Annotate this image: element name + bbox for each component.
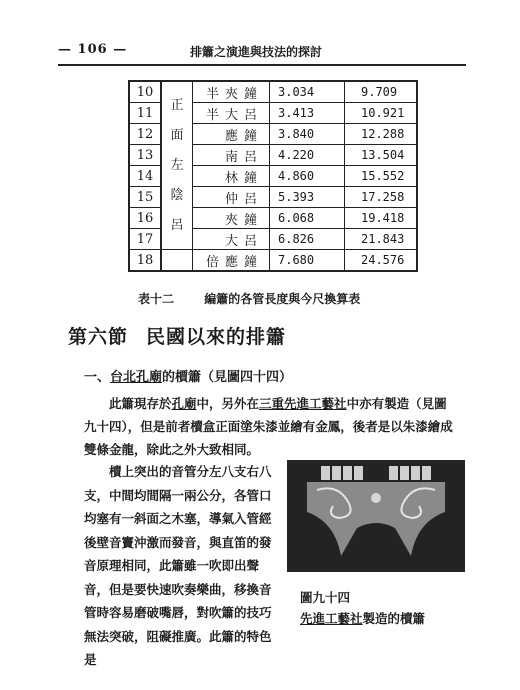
group-label-char: 陰: [170, 187, 184, 203]
group-label-char: 面: [170, 127, 184, 143]
table-caption-text: 編簫的各管長度與今尺換算表: [204, 292, 361, 306]
paragraph-2: 櫝上突出的音管分左八支右八支，中間均間隔一兩公分，各管口均塞有一斜面之木塞，導氣入管經後壁音竇沖激而發音，與直笛的發音原理相同，此簫雖一吹即出聲音，但是要快速吹奏樂曲，移換音管時容易磨破嘴唇，對吹簫的技巧無法突破，阻礙推廣。此簫的特色是: [84, 464, 272, 667]
group-label: [161, 81, 193, 250]
pitch-name: 林鐘: [193, 166, 270, 187]
modern-length: 24.576: [345, 250, 418, 272]
table-row: [129, 250, 417, 272]
subhead-suffix: 的檟簫（見圖四十四）: [162, 370, 293, 385]
row-number: 14: [129, 166, 161, 187]
para1-text-3: 中亦有製造（見圖九十四），但是前者櫝盒正面塗朱漆並繪有金鳳，後者是以朱漆繪成雙條金龍，除此之外大致相同。: [84, 396, 453, 457]
pipe-length: 4.860: [270, 166, 345, 187]
row-number: 11: [129, 103, 161, 124]
table-caption-number: 表十二: [138, 292, 175, 306]
pitch-name: 大呂: [193, 229, 270, 250]
modern-length: 12.288: [345, 124, 418, 145]
row-number: 12: [129, 124, 161, 145]
du-xiao-instrument-image: [287, 460, 465, 572]
section-title: 民國以來的排簫: [146, 326, 287, 348]
pipe-length-table: [128, 80, 418, 272]
subhead-prefix: 一、: [84, 370, 111, 385]
subsection-heading: [84, 366, 292, 385]
pipe-length: 3.413: [270, 103, 345, 124]
pitch-name: 應鐘: [193, 124, 270, 145]
pipe-length: 6.826: [270, 229, 345, 250]
pitch-name: 倍應鐘: [193, 250, 270, 272]
figure-caption-maker: 先進工藝社: [300, 611, 363, 626]
section-number: 第六節: [68, 326, 129, 348]
para1-text-1: 此簫現存於: [109, 396, 172, 411]
modern-length: 21.843: [345, 229, 418, 250]
row-number: 17: [129, 229, 161, 250]
pitch-name: 南呂: [193, 145, 270, 166]
group-label-char: 正: [170, 97, 184, 113]
subhead-place: 台北孔廟: [110, 370, 163, 385]
modern-length: 17.258: [345, 187, 418, 208]
row-number: 18: [129, 250, 161, 272]
table-caption: [138, 290, 360, 307]
group-label-char: 呂: [170, 217, 184, 233]
pipe-length: 3.840: [270, 124, 345, 145]
row-number: 13: [129, 145, 161, 166]
pipe-length: 3.034: [270, 81, 345, 103]
paragraph-1: [84, 392, 454, 461]
page-header: [58, 40, 466, 66]
pipe-length: 6.068: [270, 208, 345, 229]
running-title: 排簫之演進與技法的探討: [190, 45, 323, 59]
row-number: 16: [129, 208, 161, 229]
figure-number: 圖九十四: [300, 590, 351, 605]
page-number: — 106 —: [58, 42, 128, 57]
modern-length: 13.504: [345, 145, 418, 166]
pipe-length: 4.220: [270, 145, 345, 166]
row-number: 15: [129, 187, 161, 208]
pitch-name: 夾鐘: [193, 208, 270, 229]
pitch-name: 半大呂: [193, 103, 270, 124]
modern-length: 15.552: [345, 166, 418, 187]
pitch-name: 半夾鐘: [193, 81, 270, 103]
section-heading: [68, 322, 286, 349]
group-label-empty: [161, 250, 193, 272]
para1-underline-1: 孔廟: [171, 396, 197, 411]
figure-caption: [300, 609, 425, 627]
group-label-char: 左: [170, 157, 184, 173]
figure-photo: [287, 460, 465, 572]
table-row: [129, 81, 417, 103]
pipe-length: 5.393: [270, 187, 345, 208]
pitch-name: 仲呂: [193, 187, 270, 208]
para1-text-2: 中，另外在: [196, 396, 260, 411]
modern-length: 19.418: [345, 208, 418, 229]
row-number: 10: [129, 81, 161, 103]
modern-length: 9.709: [345, 81, 418, 103]
pipe-length: 7.680: [270, 250, 345, 272]
modern-length: 10.921: [345, 103, 418, 124]
para1-underline-2: 三重先進工藝社: [259, 396, 347, 411]
figure-caption-text: 製造的櫝簫: [362, 611, 426, 626]
